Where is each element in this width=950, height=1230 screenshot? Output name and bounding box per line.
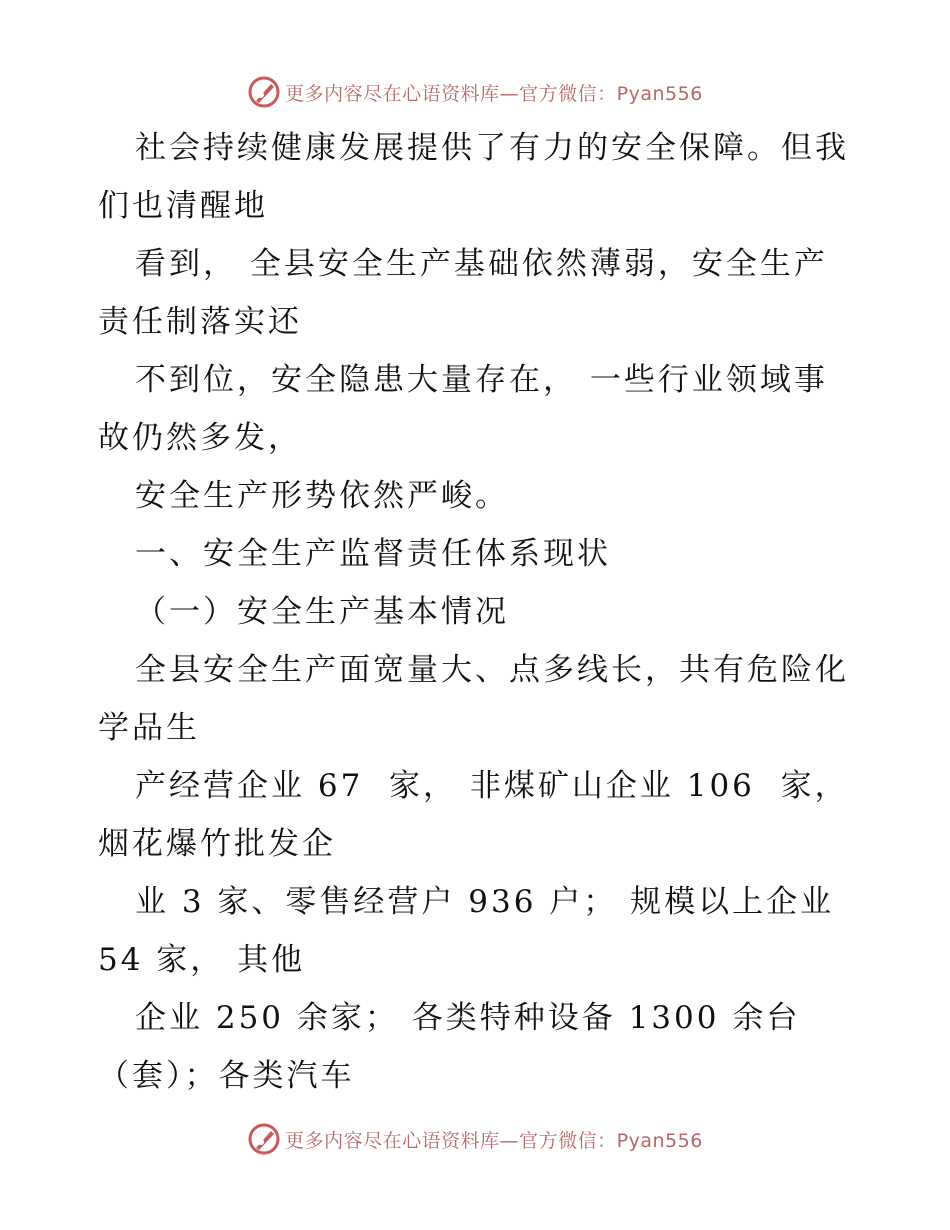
text-line: 业 3 家、零售经营户 936 户； 规模以上企业 bbox=[135, 884, 835, 920]
text-line: 企业 250 余家； 各类特种设备 1300 余台 bbox=[135, 1000, 801, 1036]
text-line: 故仍然多发， bbox=[98, 420, 302, 456]
pen-logo-icon bbox=[247, 1122, 281, 1156]
text-line: 烟花爆竹批发企 bbox=[98, 826, 336, 862]
text-line: 产经营企业 67 家， 非煤矿山企业 106 家， bbox=[135, 768, 849, 804]
document-body bbox=[98, 119, 858, 1105]
subsection-heading: （一）安全生产基本情况 bbox=[135, 594, 509, 630]
pen-logo-icon bbox=[247, 75, 281, 109]
watermark-text: 更多内容尽在心语资料库—官方微信：Pyan556 bbox=[285, 1129, 703, 1152]
text-line: 全县安全生产面宽量大、点多线长，共有危险化 bbox=[135, 652, 849, 688]
text-line: 安全生产形势依然严峻。 bbox=[135, 478, 509, 514]
watermark-header bbox=[0, 72, 950, 112]
text-line: 责任制落实还 bbox=[98, 304, 302, 340]
text-line: 社会持续健康发展提供了有力的安全保障。但我 bbox=[135, 130, 849, 166]
watermark-footer bbox=[0, 1119, 950, 1159]
section-heading: 一、安全生产监督责任体系现状 bbox=[135, 536, 611, 572]
text-line: 学品生 bbox=[98, 710, 200, 746]
text-line: 们也清醒地 bbox=[98, 188, 268, 224]
text-line: 不到位，安全隐患大量存在， 一些行业领域事 bbox=[135, 362, 828, 398]
text-line: 54 家， 其他 bbox=[98, 942, 306, 978]
text-line: 看到， 全县安全生产基础依然薄弱，安全生产 bbox=[135, 246, 828, 282]
text-line: （套）；各类汽车 bbox=[98, 1058, 355, 1094]
watermark-text: 更多内容尽在心语资料库—官方微信：Pyan556 bbox=[285, 82, 703, 105]
